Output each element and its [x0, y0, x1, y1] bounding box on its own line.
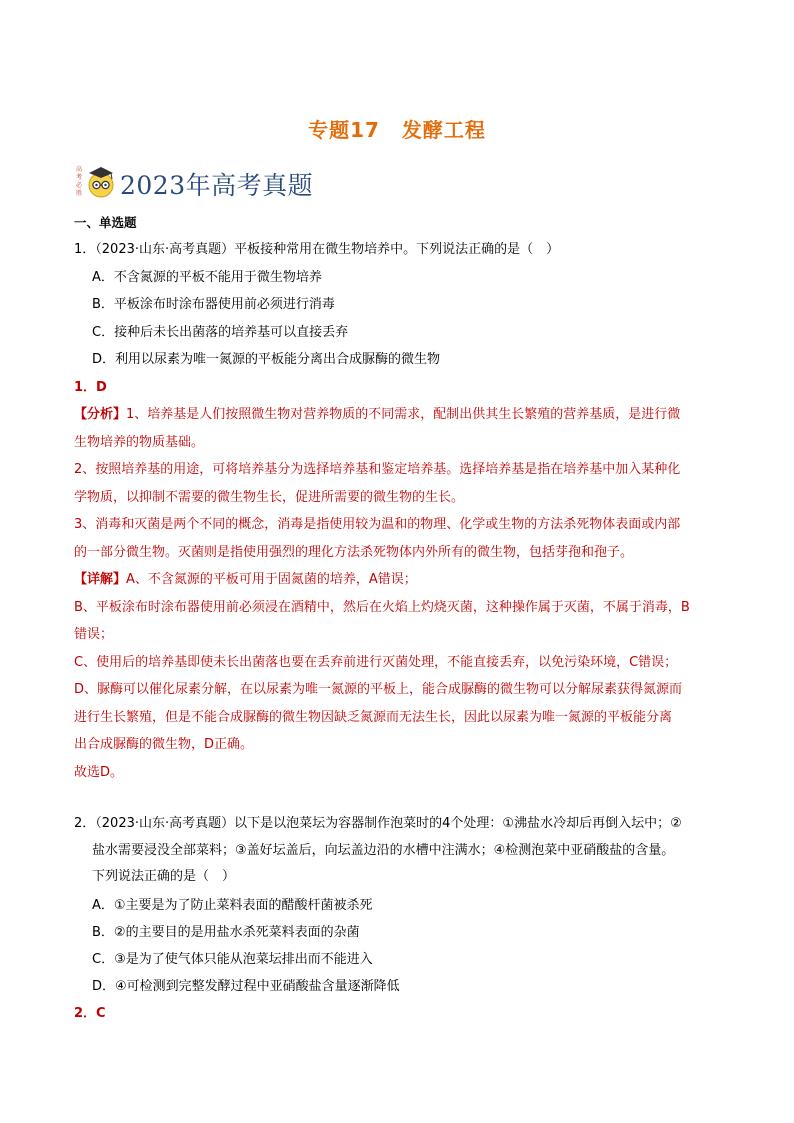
question-1-option-b: B．平板涂布时涂布器使用前必须进行消毒 — [92, 297, 335, 312]
svg-text:考: 考 — [76, 174, 83, 181]
analysis-line: 的一部分微生物。灭菌则是指使用强烈的理化方法杀死物体内外所有的微生物，包括芽孢和孢子。 — [74, 545, 634, 560]
detail-line: C、使用后的培养基即使未长出菌落也要在丢弃前进行灭菌处理，不能直接丢弃，以免污染环境，C错误； — [74, 655, 678, 670]
question-2-option-b: B．②的主要目的是用盐水杀死菜料表面的杂菌 — [92, 925, 360, 940]
question-2-source: （2023·山东·高考真题） — [95, 816, 235, 831]
question-2-stem: 2．（2023·山东·高考真题）以下是以泡菜坛为容器制作泡菜时的4个处理：①沸盐水冷却后再倒入坛中；② — [74, 816, 682, 831]
svg-text:必: 必 — [76, 182, 83, 189]
svg-text:胜: 胜 — [76, 190, 83, 197]
title-number: 专题17 — [308, 118, 380, 142]
question-2-option-d: D．④可检测到完整发酵过程中亚硝酸盐含量逐渐降低 — [92, 979, 400, 994]
question-2-option-a: A．①主要是为了防止菜料表面的醋酸杆菌被杀死 — [92, 898, 373, 913]
question-1-option-a: A．不含氮源的平板不能用于微生物培养 — [92, 270, 322, 285]
analysis-line: 3、消毒和灭菌是两个不同的概念，消毒是指使用较为温和的物理、化学或生物的方法杀死物体表面或内部 — [74, 517, 681, 532]
section-heading: 一、单选题 — [74, 215, 137, 230]
analysis-line: 生物培养的物质基础。 — [74, 435, 205, 450]
detail-line: B、平板涂布时涂布器使用前必须浸在酒精中，然后在火焰上灼烧灭菌，这种操作属于灭菌，不属于消毒，B — [74, 600, 690, 615]
question-1-stem: 1．（2023·山东·高考真题）平板接种常用在微生物培养中。下列说法正确的是（ ） — [74, 242, 560, 257]
question-1-answer: 1．D — [74, 380, 107, 395]
analysis-line: 2、按照培养基的用途，可将培养基分为选择培养基和鉴定培养基。选择培养基是指在培养基中加入某种化 — [74, 462, 681, 477]
detail-line: 出合成脲酶的微生物，D正确。 — [74, 737, 254, 752]
question-2-option-c: C．③是为了使气体只能从泡菜坛排出而不能进入 — [92, 952, 373, 967]
exam-logo — [74, 162, 120, 200]
svg-text:高: 高 — [76, 166, 83, 173]
page-title — [0, 114, 794, 143]
question-1-option-d: D．利用以尿素为唯一氮源的平板能分离出合成脲酶的微生物 — [92, 352, 441, 367]
question-2-stem-line: 下列说法正确的是（ ） — [92, 869, 236, 884]
analysis-tag: 【分析】 — [74, 407, 127, 422]
detail-line: 【详解】A、不含氮源的平板可用于固氮菌的培养，A错误； — [74, 572, 417, 587]
question-2-answer: 2．C — [74, 1006, 106, 1021]
scholar-cap-icon — [74, 162, 120, 200]
analysis-line: 学物质，以抑制不需要的微生物生长，促进所需要的微生物的生长。 — [74, 490, 465, 505]
question-1-source: （2023·山东·高考真题） — [95, 242, 235, 257]
detail-line: 故选D。 — [74, 765, 124, 780]
detail-line: 进行生长繁殖，但是不能合成脲酶的微生物因缺乏氮源而无法生长，因此以尿素为唯一氮源的平板能分离 — [74, 710, 673, 725]
detail-tag: 【详解】 — [74, 572, 127, 587]
title-topic: 发酵工程 — [401, 118, 486, 142]
detail-line: 错误； — [74, 627, 114, 642]
question-1-option-c: C．接种后未长出菌落的培养基可以直接丢弃 — [92, 325, 349, 340]
analysis-line: 【分析】1、培养基是人们按照微生物对营养物质的不同需求，配制出供其生长繁殖的营养基质，是进行微 — [74, 407, 681, 422]
question-2-stem-line: 盐水需要浸没全部菜料；③盖好坛盖后，向坛盖边沿的水槽中注满水；④检测泡菜中亚硝酸盐的含量。 — [92, 843, 675, 858]
detail-line: D、脲酶可以催化尿素分解，在以尿素为唯一氮源的平板上，能合成脲酶的微生物可以分解尿素获得氮源而 — [74, 682, 683, 697]
section-banner: 2023年高考真题 — [120, 171, 314, 200]
